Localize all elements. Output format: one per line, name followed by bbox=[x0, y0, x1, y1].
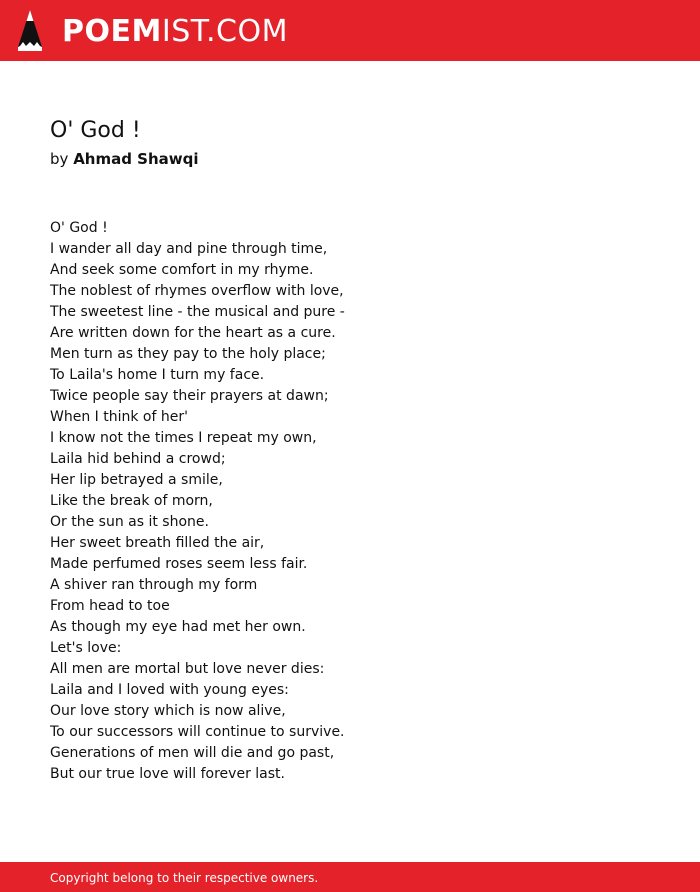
poem-line: When I think of her' bbox=[50, 409, 188, 425]
byline-label: by bbox=[50, 150, 69, 168]
poem-line: Let's love: bbox=[50, 640, 122, 656]
poem-line: To Laila's home I turn my face. bbox=[50, 367, 265, 383]
poem-line: All men are mortal but love never dies: bbox=[50, 661, 325, 677]
site-logo[interactable] bbox=[62, 12, 288, 52]
logo-text-bold: POEM bbox=[62, 14, 162, 49]
poem-line: But our true love will forever last. bbox=[50, 766, 285, 782]
poem-line: To our successors will continue to survive. bbox=[50, 724, 345, 740]
poem-line: Twice people say their prayers at dawn; bbox=[50, 388, 329, 404]
poem-line: Men turn as they pay to the holy place; bbox=[50, 346, 326, 362]
poem-line: A shiver ran through my form bbox=[50, 577, 258, 593]
poem-line: Or the sun as it shone. bbox=[50, 514, 209, 530]
poem-line: Generations of men will die and go past, bbox=[50, 745, 335, 761]
poem-line: Her sweet breath filled the air, bbox=[50, 535, 265, 551]
logo-text-light: IST.COM bbox=[161, 14, 288, 49]
poem-line: Our love story which is now alive, bbox=[50, 703, 286, 719]
poem-title: O' God ! bbox=[50, 118, 141, 143]
poem-line: The noblest of rhymes overflow with love, bbox=[50, 283, 344, 299]
copyright-text: Copyright belong to their respective owners. bbox=[50, 871, 319, 885]
poem-line: Her lip betrayed a smile, bbox=[50, 472, 223, 488]
poem-line: As though my eye had met her own. bbox=[50, 619, 306, 635]
site-header bbox=[0, 0, 700, 61]
poem-line: Laila and I loved with young eyes: bbox=[50, 682, 289, 698]
poem-line: The sweetest line - the musical and pure - bbox=[50, 304, 345, 320]
poem-line: Like the break of morn, bbox=[50, 493, 213, 509]
poem-line: I know not the times I repeat my own, bbox=[50, 430, 317, 446]
poem-line: O' God ! bbox=[50, 220, 108, 236]
pencil-icon[interactable] bbox=[17, 9, 43, 51]
poem-byline bbox=[50, 149, 199, 169]
poem-line: And seek some comfort in my rhyme. bbox=[50, 262, 314, 278]
poem-line: From head to toe bbox=[50, 598, 170, 614]
site-footer bbox=[0, 862, 700, 892]
poem-line: I wander all day and pine through time, bbox=[50, 241, 328, 257]
poem-line: Made perfumed roses seem less fair. bbox=[50, 556, 308, 572]
poem-line: Laila hid behind a crowd; bbox=[50, 451, 226, 467]
poem-body bbox=[50, 218, 650, 785]
author-name: Ahmad Shawqi bbox=[73, 150, 199, 168]
poem-line: Are written down for the heart as a cure. bbox=[50, 325, 336, 341]
